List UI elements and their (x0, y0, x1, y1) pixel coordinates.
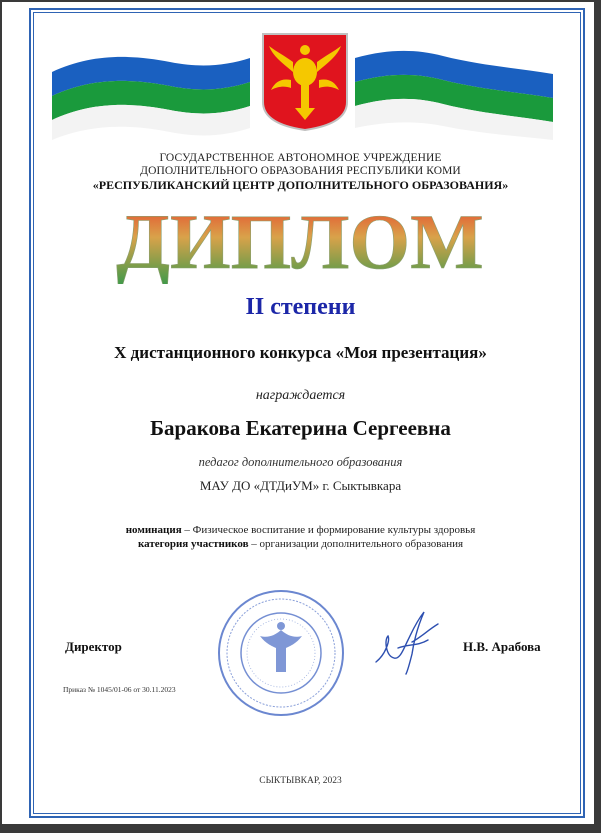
degree-label: II степени (245, 294, 356, 320)
director-label: Директор (65, 639, 122, 654)
diploma-title-graphic (0, 198, 601, 284)
recipient-position: педагог дополнительного образования (198, 455, 403, 469)
recipient-organization: МАУ ДО «ДТДиУМ» г. Сыктывкара (199, 478, 402, 493)
category-value: – организации дополнительного образования (251, 538, 464, 550)
header-line-1: ГОСУДАРСТВЕННОЕ АВТОНОМНОЕ УЧРЕЖДЕНИЕ (159, 152, 442, 164)
contest-name: X дистанционного конкурса «Моя презентация» (114, 343, 487, 362)
recipient-name: Баракова Екатерина Сергеевна (150, 416, 451, 440)
order-number: Приказ № 1045/01-06 от 30.11.2023 (63, 685, 176, 694)
diploma-title-wrapper (0, 198, 601, 289)
left-flag-image (50, 40, 252, 140)
footer-city-year: СЫКТЫВКАР, 2023 (259, 776, 342, 786)
nomination-line (0, 524, 601, 537)
header-line-2: ДОПОЛНИТЕЛЬНОГО ОБРАЗОВАНИЯ РЕСПУБЛИКИ КОМИ (140, 165, 461, 177)
awarded-label: награждается (255, 388, 346, 403)
director-signature (368, 600, 448, 680)
category-line (0, 538, 601, 551)
director-name: Н.В. Арабова (463, 639, 541, 654)
coat-of-arms-emblem (259, 32, 351, 132)
diploma-title: ДИПЛОМ (116, 198, 484, 284)
header-line-3: «РЕСПУБЛИКАНСКИЙ ЦЕНТР ДОПОЛНИТЕЛЬНОГО ОБРАЗОВАНИЯ» (92, 178, 509, 192)
right-flag-image (353, 40, 555, 140)
nomination-label: номинация (125, 524, 182, 536)
nomination-value: – Физическое воспитание и формирование культуры здоровья (184, 524, 476, 536)
category-label: категория участников (137, 538, 249, 550)
official-stamp-seal (216, 588, 346, 718)
